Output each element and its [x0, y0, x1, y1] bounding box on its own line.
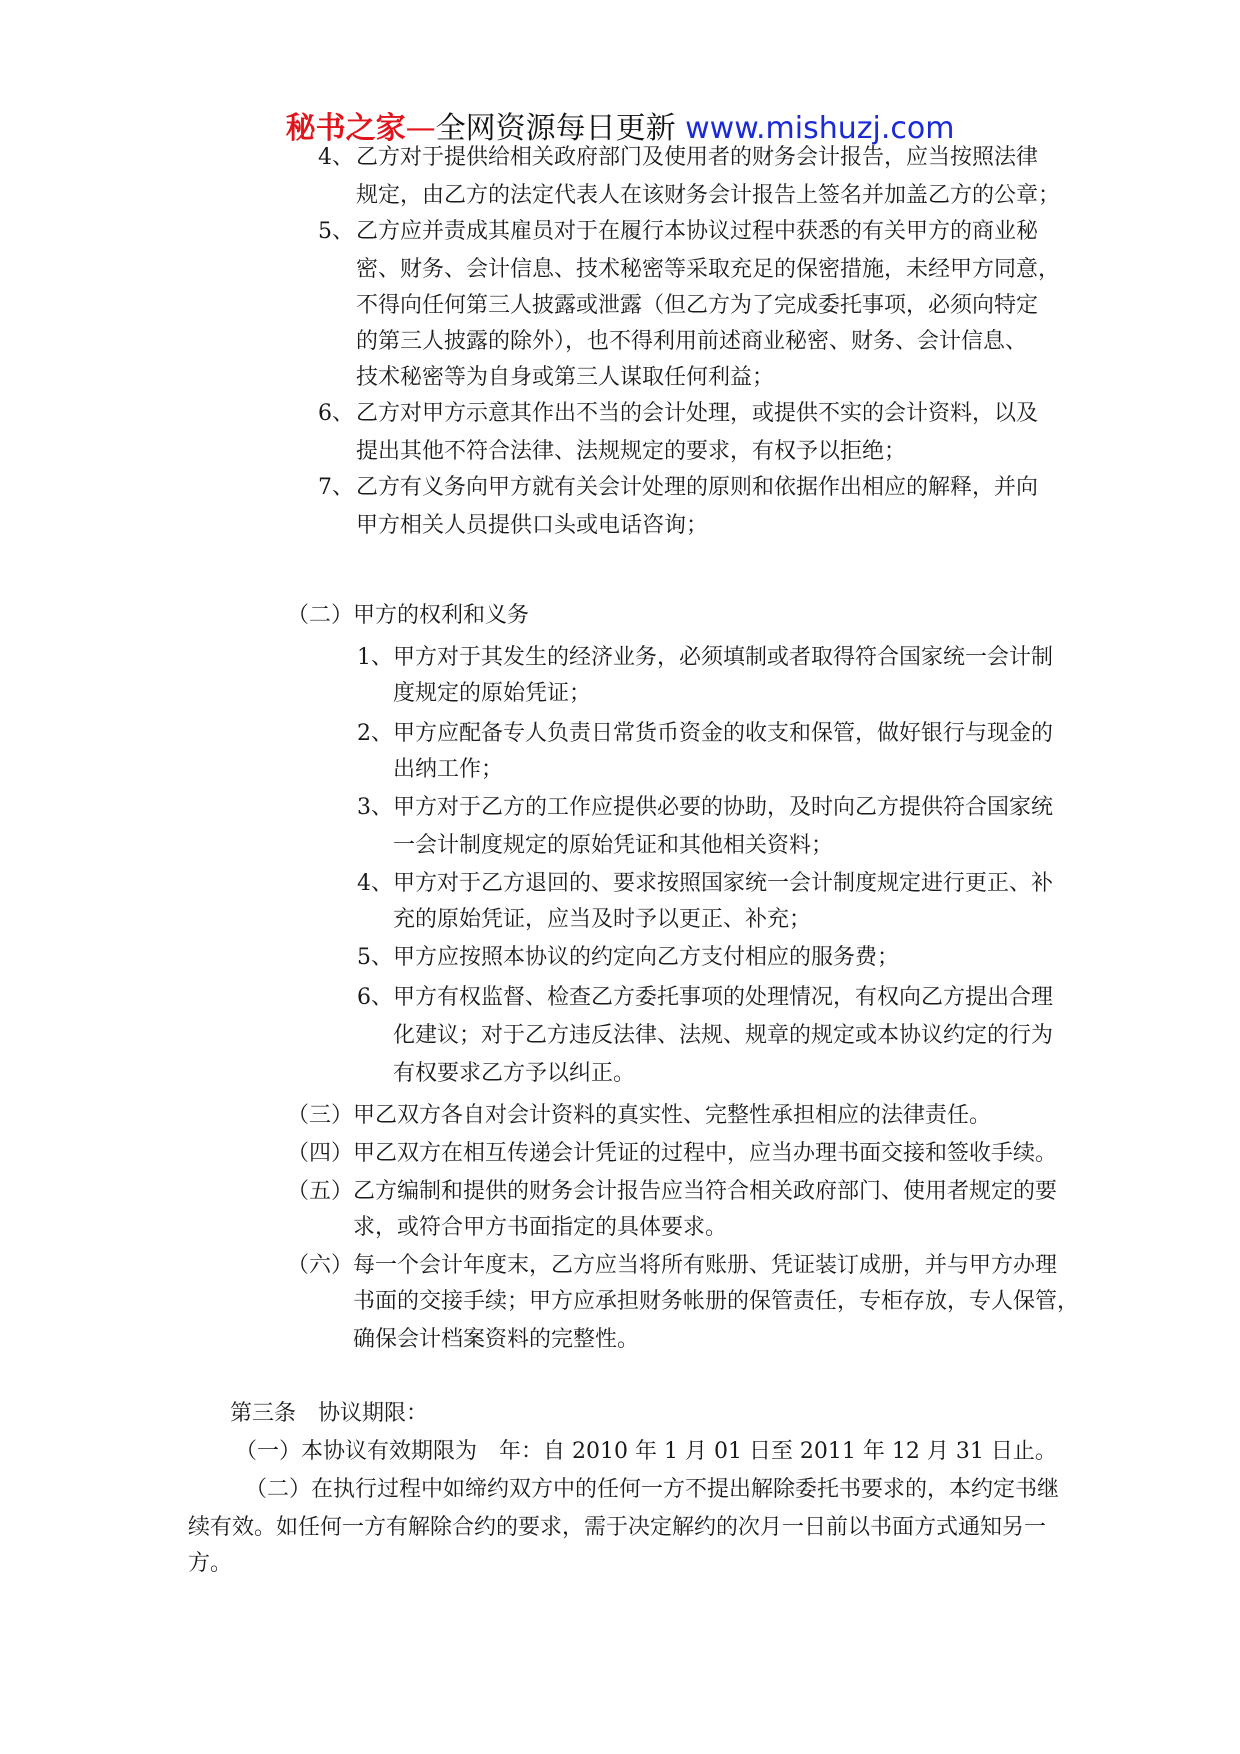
clause-text: 方。 [188, 1551, 233, 1576]
list-item-text: 提出其他不符合法律、法规规定的要求，有权予以拒绝； [356, 439, 907, 464]
section-number: （六） [287, 1253, 354, 1278]
header-separator: — [405, 111, 436, 146]
clause-text: 续有效。如任何一方有解除合约的要求，需于决定解约的次月一日前以书面方式通知另一 [188, 1515, 1047, 1540]
header-url[interactable]: www.mishuzj.com [685, 111, 955, 146]
section-title: 甲方的权利和义务 [353, 603, 530, 628]
list-item-text: 甲方对于乙方的工作应提供必要的协助，及时向乙方提供符合国家统 [393, 795, 1054, 820]
list-item-number: 6、 [318, 401, 354, 426]
list-item-text: 甲方有权监督、检查乙方委托事项的处理情况，有权向乙方提出合理 [393, 985, 1054, 1010]
list-item-number: 5、 [318, 219, 354, 244]
section-text: 甲乙双方各自对会计资料的真实性、完整性承担相应的法律责任。 [353, 1103, 992, 1128]
section-text: 书面的交接手续；甲方应承担财务帐册的保管责任，专柜存放，专人保管， [353, 1289, 1080, 1314]
section-number: （四） [287, 1141, 354, 1166]
list-item-text: 规定，由乙方的法定代表人在该财务会计报告上签名并加盖乙方的公章； [356, 183, 1061, 208]
list-item-text: 乙方对于提供给相关政府部门及使用者的财务会计报告，应当按照法律 [356, 145, 1039, 170]
list-item-text: 甲方相关人员提供口头或电话咨询； [356, 513, 709, 538]
list-item-text: 技术秘密等为自身或第三人谋取任何利益； [356, 365, 775, 390]
brand-name: 秘书之家 [285, 111, 406, 146]
list-item-number: 6、 [357, 985, 393, 1010]
list-item-text: 充的原始凭证，应当及时予以更正、补充； [393, 907, 812, 932]
list-item-text: 密、财务、会计信息、技术秘密等采取充足的保密措施，未经甲方同意， [356, 257, 1061, 282]
section-text: 每一个会计年度末，乙方应当将所有账册、凭证装订成册，并与甲方办理 [353, 1253, 1058, 1278]
list-item-text: 的第三人披露的除外），也不得利用前述商业秘密、财务、会计信息、 [356, 329, 1028, 354]
section-text: 确保会计档案资料的完整性。 [353, 1327, 640, 1352]
list-item-number: 7、 [318, 475, 354, 500]
clause-text: （二）在执行过程中如缔约双方中的任何一方不提出解除委托书要求的，本约定书继 [245, 1477, 1060, 1502]
list-item-text: 乙方有义务向甲方就有关会计处理的原则和依据作出相应的解释，并向 [356, 475, 1039, 500]
list-item-number: 5、 [357, 945, 393, 970]
list-item-text: 甲方应按照本协议的约定向乙方支付相应的服务费； [393, 945, 900, 970]
article-title: 第三条 协议期限： [230, 1401, 429, 1426]
list-item-text: 出纳工作； [393, 757, 504, 782]
list-item-text: 不得向任何第三人披露或泄露（但乙方为了完成委托事项，必须向特定 [356, 293, 1039, 318]
list-item-number: 3、 [357, 795, 393, 820]
header-tagline: 全网资源每日更新 [435, 111, 676, 146]
section-text: 乙方编制和提供的财务会计报告应当符合相关政府部门、使用者规定的要 [353, 1179, 1058, 1204]
clause-text: （一）本协议有效期限为 年：自 2010 年 1 月 01 日至 2011 年 12 月 31 日止。 [235, 1439, 1057, 1464]
list-item-text: 一会计制度规定的原始凭证和其他相关资料； [393, 833, 834, 858]
list-item-text: 甲方对于乙方退回的、要求按照国家统一会计制度规定进行更正、补 [393, 871, 1054, 896]
section-number: （三） [287, 1103, 354, 1128]
list-item-text: 有权要求乙方予以纠正。 [393, 1061, 636, 1086]
section-text: 甲乙双方在相互传递会计凭证的过程中，应当办理书面交接和签收手续。 [353, 1141, 1058, 1166]
section-number: （二） [287, 603, 354, 628]
list-item-text: 甲方对于其发生的经济业务，必须填制或者取得符合国家统一会计制 [393, 645, 1054, 670]
list-item-number: 2、 [357, 721, 393, 746]
section-text: 求，或符合甲方书面指定的具体要求。 [353, 1215, 728, 1240]
list-item-text: 乙方应并责成其雇员对于在履行本协议过程中获悉的有关甲方的商业秘 [356, 219, 1039, 244]
list-item-number: 1、 [357, 645, 393, 670]
list-item-text: 甲方应配备专人负责日常货币资金的收支和保管，做好银行与现金的 [393, 721, 1054, 746]
list-item-text: 度规定的原始凭证； [393, 681, 592, 706]
list-item-number: 4、 [357, 871, 393, 896]
list-item-number: 4、 [318, 145, 354, 170]
list-item-text: 化建议；对于乙方违反法律、法规、规章的规定或本协议约定的行为 [393, 1023, 1054, 1048]
section-number: （五） [287, 1179, 354, 1204]
list-item-text: 乙方对甲方示意其作出不当的会计处理，或提供不实的会计资料，以及 [356, 401, 1039, 426]
